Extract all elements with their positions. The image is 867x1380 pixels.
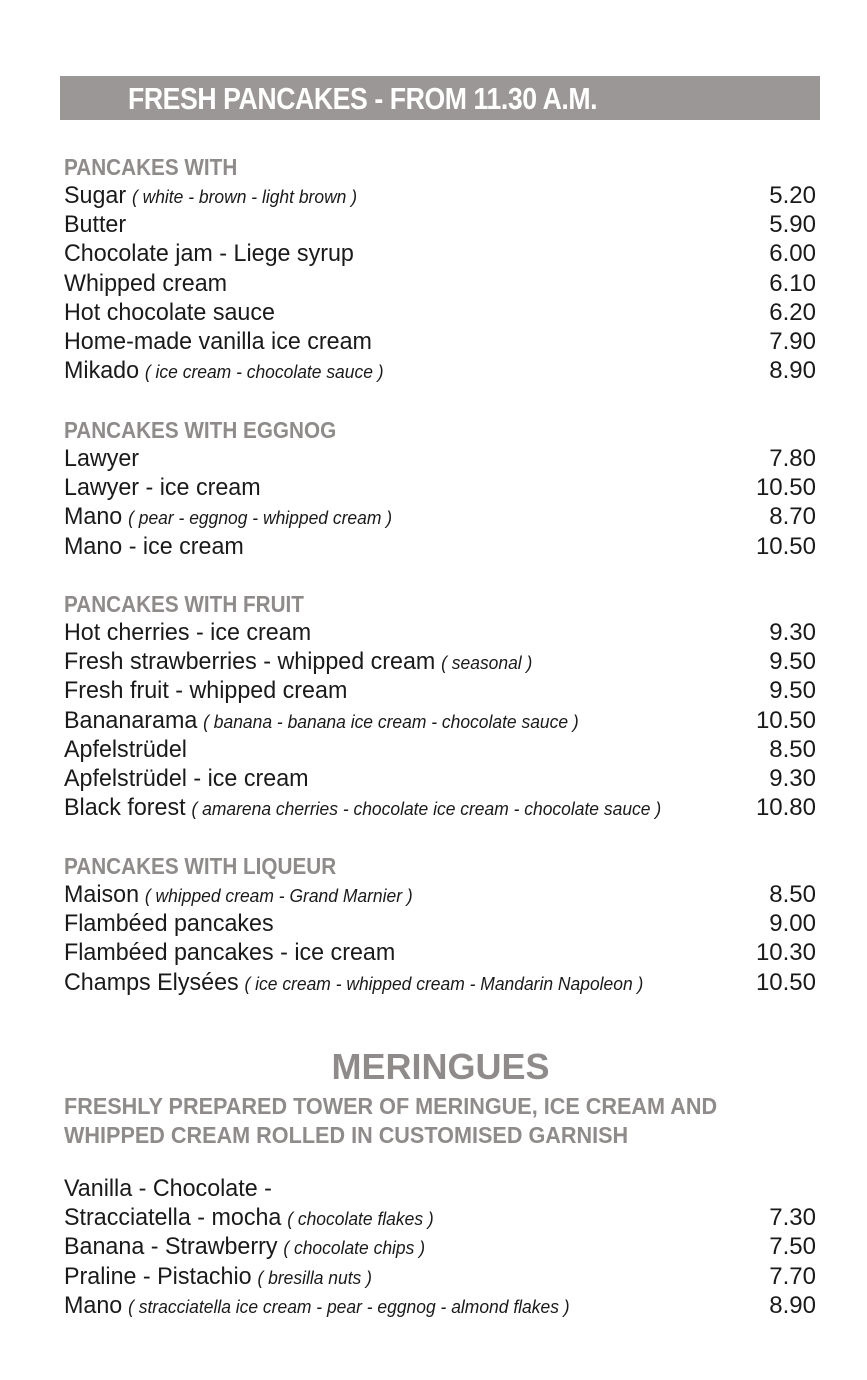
- menu-item-price: 8.90: [769, 1291, 816, 1319]
- menu-item: [64, 502, 824, 531]
- menu-item-price: 9.00: [769, 910, 816, 938]
- menu-item-name: Butter: [64, 211, 127, 239]
- menu-item-name: Flambéed pancakes - ice cream: [64, 939, 396, 967]
- menu-item-name: Banana - Strawberry ( chocolate chips ): [64, 1233, 426, 1261]
- menu-item: [64, 1291, 824, 1320]
- menu-item-name: Lawyer - ice cream: [64, 474, 261, 502]
- menu-item-price: 9.30: [769, 619, 816, 646]
- menu-item-price: 7.70: [769, 1262, 816, 1290]
- menu-item: [64, 181, 824, 210]
- meringues-subtitle-line2: WHIPPED CREAM ROLLED IN CUSTOMISED GARNISH: [64, 1122, 629, 1148]
- section-heading: PANCAKES WITH FRUIT: [64, 591, 304, 617]
- menu-item: [64, 298, 824, 327]
- menu-section: [64, 591, 824, 822]
- menu-item-price: 8.90: [769, 357, 816, 385]
- menu-item-price: 7.90: [769, 327, 816, 355]
- menu-item-price: 7.50: [769, 1233, 816, 1261]
- menu-item-name: Mano ( pear - eggnog - whipped cream ): [64, 503, 393, 531]
- menu-item: [64, 618, 824, 647]
- menu-item: [64, 1232, 824, 1261]
- menu-item: [64, 532, 824, 561]
- section-heading: PANCAKES WITH: [64, 154, 238, 180]
- menu-item-name: Praline - Pistachio ( bresilla nuts ): [64, 1262, 372, 1290]
- menu-item: [64, 735, 824, 764]
- menu-item: [64, 327, 824, 356]
- menu-item-name: Mano - ice cream: [64, 532, 244, 560]
- menu-item: [64, 1174, 824, 1203]
- menu-item-description: ( white - brown - light brown ): [131, 187, 358, 207]
- menu-section: [64, 154, 824, 385]
- menu-item-price: 10.50: [755, 968, 816, 996]
- menu-item-price: 5.90: [769, 211, 816, 239]
- meringues-list: [64, 1174, 824, 1320]
- menu-section: [64, 853, 824, 997]
- menu-item-name: Hot cherries - ice cream: [64, 619, 312, 646]
- menu-item-price: 8.70: [769, 503, 816, 531]
- menu-item: [64, 1262, 824, 1291]
- menu-item-description: ( banana - banana ice cream - chocolate sauce ): [203, 711, 579, 732]
- menu-item-name: Flambéed pancakes: [64, 910, 274, 938]
- menu-item: [64, 706, 824, 735]
- menu-item-price: 5.20: [769, 182, 816, 209]
- menu-item-description: ( ice cream - chocolate sauce ): [144, 362, 384, 383]
- menu-item-name: Stracciatella - mocha ( chocolate flakes ): [64, 1204, 434, 1232]
- menu-item: [64, 356, 824, 385]
- menu-item-description: ( seasonal ): [441, 653, 533, 674]
- menu-item: [64, 880, 824, 909]
- menu-item-price: 10.50: [755, 474, 816, 502]
- menu-item-name: Whipped cream: [64, 269, 228, 297]
- menu-item: [64, 647, 824, 676]
- menu-item-description: ( stracciatella ice cream - pear - eggnog - almond flakes ): [128, 1296, 570, 1317]
- menu-item-price: 10.80: [755, 794, 816, 822]
- menu-item-price: 6.00: [769, 240, 816, 268]
- menu-item-price: 9.50: [769, 677, 816, 705]
- menu-item: [64, 764, 824, 793]
- banner-title: FRESH PANCAKES - FROM 11.30 A.M.: [128, 81, 598, 116]
- menu-item-name: Home-made vanilla ice cream: [64, 327, 372, 355]
- menu-item: [64, 938, 824, 967]
- menu-item-description: ( pear - eggnog - whipped cream ): [128, 508, 393, 529]
- menu-item-name: Sugar ( white - brown - light brown ): [64, 182, 358, 209]
- menu-item-price: 6.20: [769, 298, 816, 326]
- menu-item-description: ( chocolate flakes ): [287, 1209, 434, 1230]
- menu-item-name: Apfelstrüdel: [64, 735, 187, 763]
- menu-item: [64, 676, 824, 705]
- menu-item: [64, 210, 824, 239]
- menu-item: [64, 444, 824, 473]
- menu-item-price: 10.50: [755, 706, 816, 734]
- menu-item-price: 9.50: [769, 648, 816, 676]
- menu-item-name: Apfelstrüdel - ice cream: [64, 764, 309, 792]
- menu-item-name: Vanilla - Chocolate -: [64, 1175, 272, 1202]
- meringues-subtitle: [64, 1092, 778, 1150]
- menu-item: [64, 1203, 824, 1232]
- menu-item: [64, 269, 824, 298]
- menu-item-name: Champs Elysées ( ice cream - whipped cream - Mandarin Napoleon ): [64, 968, 644, 996]
- menu-item: [64, 968, 824, 997]
- menu-item-price: 9.30: [769, 764, 816, 792]
- meringues-subtitle-line1: FRESHLY PREPARED TOWER OF MERINGUE, ICE CREAM AND: [64, 1093, 718, 1119]
- menu-item-description: ( chocolate chips ): [283, 1238, 426, 1259]
- menu-item-price: 10.30: [755, 939, 816, 967]
- menu-item-description: ( bresilla nuts ): [257, 1267, 372, 1288]
- menu-item-description: ( ice cream - whipped cream - Mandarin Napoleon ): [244, 973, 644, 994]
- menu-item-name: Fresh fruit - whipped cream: [64, 677, 348, 705]
- section-heading: PANCAKES WITH LIQUEUR: [64, 853, 337, 879]
- menu-item-name: Mano ( stracciatella ice cream - pear - eggnog - almond flakes ): [64, 1291, 570, 1319]
- menu-item: [64, 793, 824, 822]
- menu-item-price: 10.50: [755, 532, 816, 560]
- menu-item-name: Chocolate jam - Liege syrup: [64, 240, 354, 268]
- menu-item-name: Lawyer: [64, 445, 140, 472]
- menu-item-price: 6.10: [769, 269, 816, 297]
- menu-item-name: Mikado ( ice cream - chocolate sauce ): [64, 357, 384, 385]
- meringues-title: MERINGUES: [331, 1046, 550, 1087]
- menu-item: [64, 473, 824, 502]
- menu-item-price: 7.80: [769, 445, 816, 472]
- section-heading: PANCAKES WITH EGGNOG: [64, 417, 337, 443]
- menu-section: [64, 417, 824, 561]
- menu-item-price: 8.50: [769, 735, 816, 763]
- menu-item-price: 8.50: [769, 881, 816, 908]
- menu-item-price: 7.30: [769, 1204, 816, 1232]
- menu-item-description: ( amarena cherries - chocolate ice cream - chocolate sauce ): [191, 799, 662, 820]
- menu-item-name: Hot chocolate sauce: [64, 298, 275, 326]
- menu-item-name: Maison ( whipped cream - Grand Marnier ): [64, 881, 413, 908]
- menu-item-name: Black forest ( amarena cherries - chocolate ice cream - chocolate sauce ): [64, 794, 662, 822]
- menu-item-description: ( whipped cream - Grand Marnier ): [144, 886, 413, 906]
- menu-item-name: Bananarama ( banana - banana ice cream - chocolate sauce ): [64, 706, 579, 734]
- menu-item-name: Fresh strawberries - whipped cream ( seasonal ): [64, 648, 533, 676]
- menu-item: [64, 239, 824, 268]
- menu-item: [64, 909, 824, 938]
